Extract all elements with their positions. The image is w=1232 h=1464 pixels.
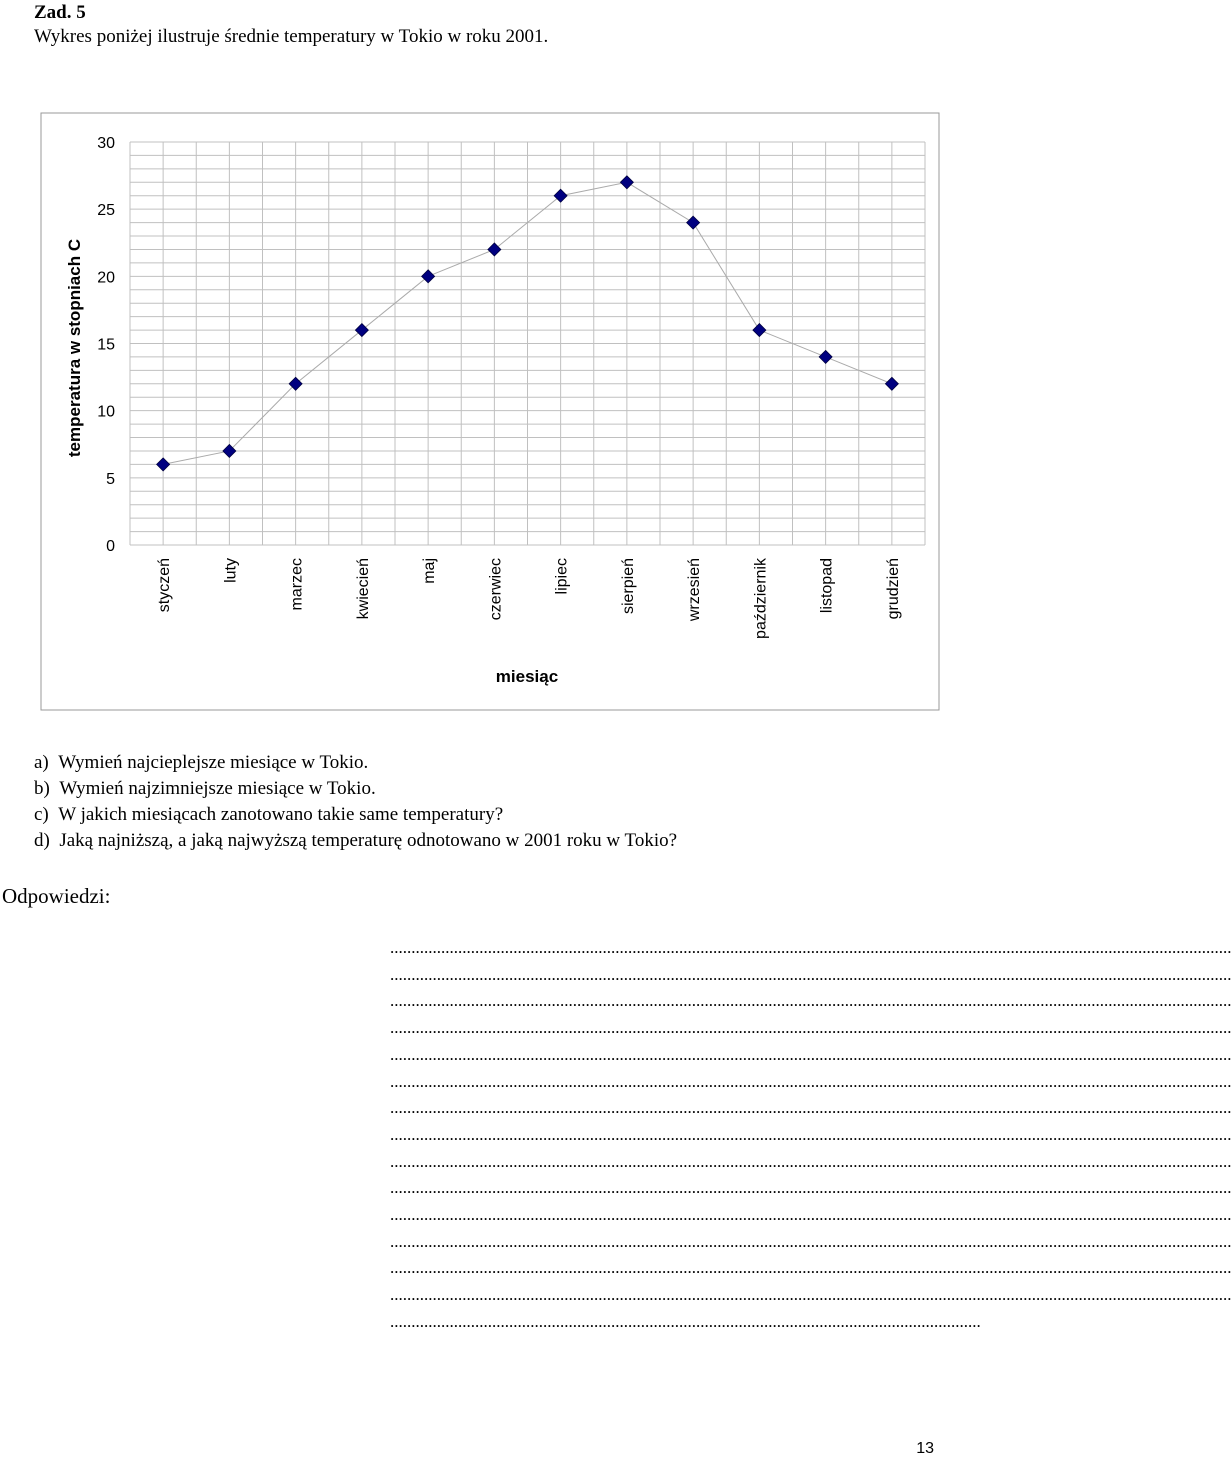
dotted-line-text: ........................................................................................................................................... [390,1311,981,1331]
x-tick-label: listopad [818,558,836,614]
y-tick-label: 25 [97,202,115,220]
answer-line[interactable] [0,1151,1232,1179]
dotted-line-text: ...................................................................................................................................................................................................... [390,1071,1232,1091]
dotted-line-text: ...................................................................................................................................................................................................... [390,1018,1232,1038]
answer-line[interactable] [0,938,1232,965]
answer-line[interactable] [0,1285,1232,1312]
answer-line[interactable] [0,1124,1232,1152]
answer-line[interactable] [0,991,1232,1018]
x-tick-label: październik [752,558,770,639]
x-axis-label: miesiąc [495,667,559,686]
task-title: Zad. 5 [34,2,86,23]
answer-line[interactable] [0,1018,1232,1045]
question-c: c) W jakich miesiącach zanotowano takie same temperatury? [34,804,504,825]
x-tick-label: styczeń [156,558,174,613]
answers-label: Odpowiedzi: [2,884,111,908]
y-tick-label: 20 [97,269,115,287]
dotted-line-text: ...................................................................................................................................................................................................... [390,1258,1232,1278]
dotted-line-text: ...................................................................................................................................................................................................... [390,964,1232,984]
x-tick-label: sierpień [619,558,637,615]
y-axis-label: temperatura w stopniach C [65,238,84,458]
x-tick-label: wrzesień [686,558,704,622]
y-tick-label: 15 [97,336,115,354]
question-b: b) Wymień najzimniejsze miesiące w Tokio. [34,778,376,799]
dotted-line-text: ...................................................................................................................................................................................................... [390,1285,1232,1305]
x-tick-label: lipiec [553,558,571,595]
dotted-line-text: ...................................................................................................................................................................................................... [390,1044,1232,1064]
x-tick-label: grudzień [884,558,902,620]
temperature-chart [0,0,960,720]
x-tick-label: czerwiec [487,558,505,621]
x-tick-label: maj [421,558,439,584]
answer-line[interactable] [0,1311,981,1339]
dotted-line-text: ...................................................................................................................................................................................................... [390,1205,1232,1224]
answer-line[interactable] [0,1178,1232,1205]
question-a: a) Wymień najcieplejsze miesiące w Tokio. [34,752,369,773]
task-description: Wykres poniżej ilustruje średnie temperatury w Tokio w roku 2001. [34,26,549,47]
question-d: d) Jaką najniższą, a jaką najwyższą temperaturę odnotowano w 2001 roku w Tokio? [34,830,678,851]
x-tick-label: luty [222,558,240,583]
y-tick-label: 0 [106,538,115,555]
x-tick-label: kwiecień [354,558,372,620]
question-list [34,750,677,854]
answer-line[interactable] [0,1258,1232,1285]
answer-line[interactable] [0,1098,1232,1125]
dotted-line-text: ...................................................................................................................................................................................................... [390,1151,1232,1171]
answer-line[interactable] [0,1044,1232,1072]
y-tick-label: 5 [106,470,115,488]
y-tick-label: 10 [97,403,115,421]
dotted-line-text: ...................................................................................................................................................................................................... [390,938,1232,957]
page-number: 13 [916,1440,934,1457]
dotted-line-text: ...................................................................................................................................................................................................... [390,1124,1232,1144]
dotted-line-text: ...................................................................................................................................................................................................... [390,1231,1232,1251]
dotted-line-text: ...................................................................................................................................................................................................... [390,991,1232,1011]
x-tick-label: marzec [288,558,306,611]
answer-line[interactable] [0,964,1232,992]
dotted-line-text: ...................................................................................................................................................................................................... [390,1178,1232,1198]
answer-line[interactable] [0,1071,1232,1099]
answer-line[interactable] [0,1205,1232,1232]
y-tick-label: 30 [97,135,115,152]
answer-line[interactable] [0,1231,1232,1259]
dotted-line-text: ...................................................................................................................................................................................................... [390,1098,1232,1118]
